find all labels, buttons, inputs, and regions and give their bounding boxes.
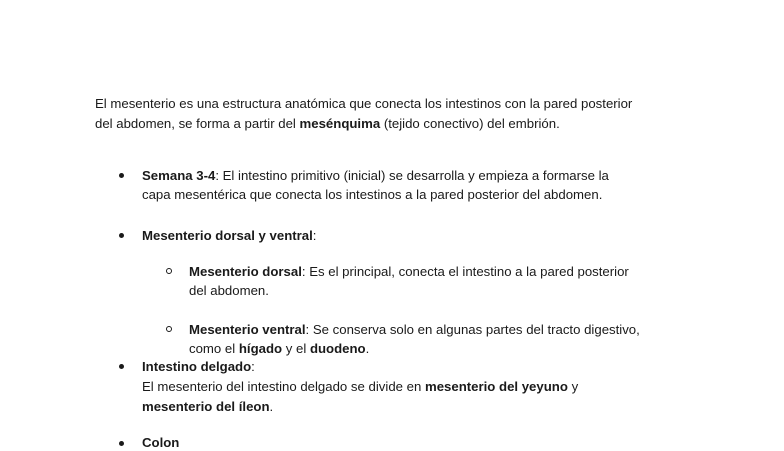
bullet-intestino-line-2	[142, 378, 578, 395]
bullet-text: El mesenterio del intestino delgado se divide en	[142, 379, 425, 394]
intro-text: (tejido conectivo) del embrión.	[380, 116, 560, 131]
subbullet-ventral-line-2	[189, 340, 369, 357]
bullet-disc-icon	[119, 233, 124, 238]
bullet-text: :	[312, 228, 317, 243]
subbullet-text: .	[365, 341, 370, 356]
intro-line-1	[95, 95, 632, 112]
bullet-text: .	[269, 399, 274, 414]
subbullet-ventral-line-1	[189, 321, 640, 338]
bullet-intestino-line-1	[142, 358, 255, 375]
intro-line-2	[95, 115, 560, 132]
bullet-text: capa mesentérica que conecta los intestinos a la pared posterior del abdomen.	[142, 187, 603, 202]
bullet-circle-icon	[166, 326, 172, 332]
subbullet-bold-term: duodeno	[309, 341, 366, 356]
intro-text: El mesenterio es una estructura anatómica que conecta los intestinos con la pared posterior	[95, 96, 633, 111]
bullet-title: Colon	[142, 435, 180, 450]
bullet-text: :	[251, 359, 255, 374]
bullet-text: y	[567, 379, 579, 394]
subbullet-dorsal-line-1	[189, 263, 629, 280]
subbullet-title: Mesenterio dorsal	[189, 264, 302, 279]
subbullet-text: y el	[282, 341, 310, 356]
subbullet-dorsal-line-2	[189, 282, 269, 299]
subbullet-text: del abdomen.	[189, 283, 269, 298]
bullet-title: Semana 3-4	[142, 168, 216, 183]
bullet-title: Mesenterio dorsal y ventral	[142, 228, 313, 243]
bullet-disc-icon	[119, 173, 124, 178]
bullet-bold-term: mesenterio del íleon	[142, 399, 270, 414]
bullet-intestino-line-3	[142, 398, 273, 415]
bullet-disc-icon	[119, 441, 124, 446]
bullet-semana-line-1	[142, 167, 609, 184]
intro-text: del abdomen, se forma a partir del	[95, 116, 300, 131]
subbullet-text: : Es el principal, conecta el intestino a la pared posterior	[301, 264, 629, 279]
subbullet-text: : Se conserva solo en algunas partes del tracto digestivo,	[305, 322, 640, 337]
bullet-semana-line-2	[142, 186, 602, 203]
bullet-circle-icon	[166, 268, 172, 274]
bullet-disc-icon	[119, 364, 124, 369]
subbullet-title: Mesenterio ventral	[189, 322, 306, 337]
subbullet-text: como el	[189, 341, 239, 356]
bullet-bold-term: mesenterio del yeyuno	[424, 379, 568, 394]
intro-bold-term: mesénquima	[299, 116, 381, 131]
subbullet-bold-term: hígado	[238, 341, 283, 356]
bullet-text: : El intestino primitivo (inicial) se desarrolla y empieza a formarse la	[215, 168, 609, 183]
bullet-title: Intestino delgado	[142, 359, 252, 374]
bullet-partial-line	[142, 434, 179, 451]
bullet-mesenterio-line	[142, 227, 316, 244]
